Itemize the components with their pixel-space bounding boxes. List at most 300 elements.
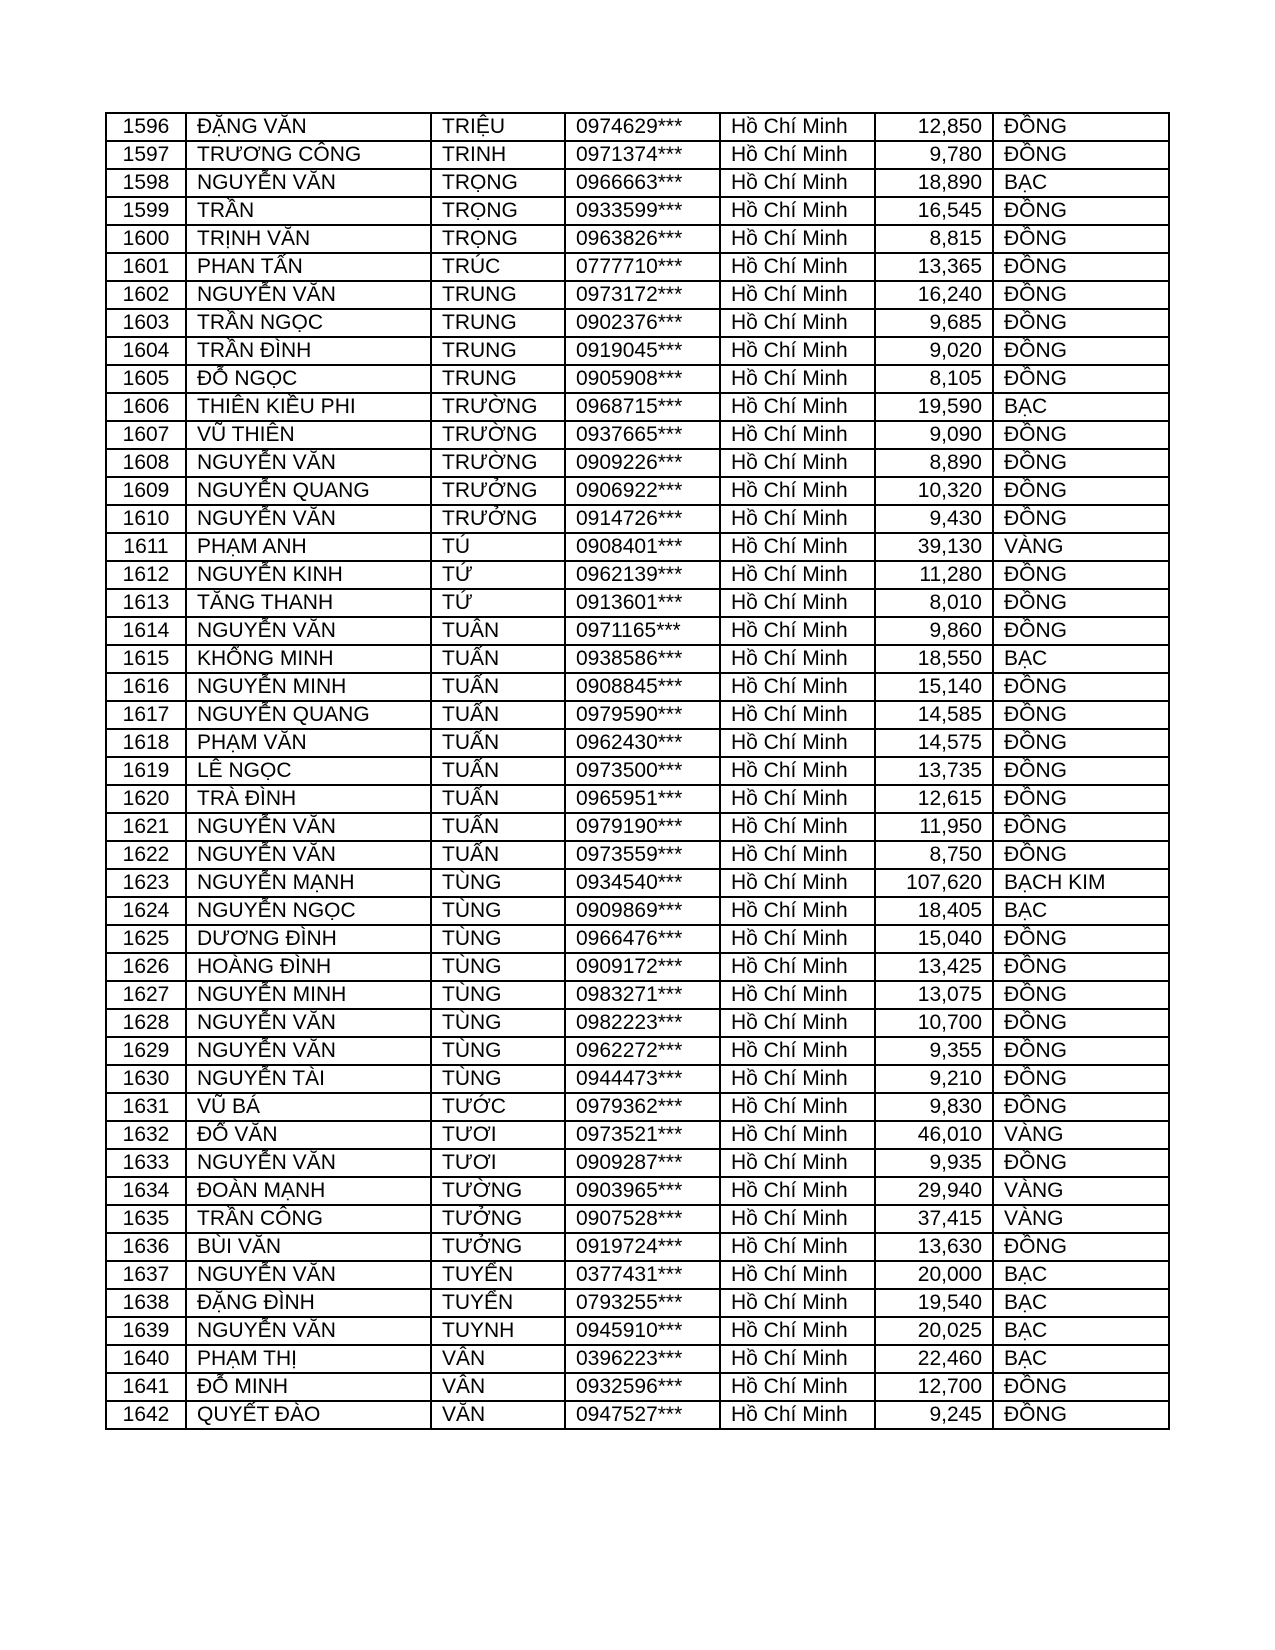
surname-middle-cell: BÙI VĂN bbox=[186, 1233, 431, 1261]
tier-cell: BẠC bbox=[993, 1317, 1169, 1345]
tier-cell: VÀNG bbox=[993, 1121, 1169, 1149]
phone-cell: 0979190*** bbox=[565, 813, 720, 841]
table-row bbox=[106, 1177, 1169, 1205]
city-cell: Hồ Chí Minh bbox=[720, 253, 875, 281]
points-cell: 16,545 bbox=[875, 197, 993, 225]
row-number-cell: 1638 bbox=[106, 1289, 186, 1317]
row-number-cell: 1620 bbox=[106, 785, 186, 813]
tier-cell: ĐỒNG bbox=[993, 1149, 1169, 1177]
phone-cell: 0777710*** bbox=[565, 253, 720, 281]
row-number-cell: 1611 bbox=[106, 533, 186, 561]
city-cell: Hồ Chí Minh bbox=[720, 673, 875, 701]
city-cell: Hồ Chí Minh bbox=[720, 869, 875, 897]
city-cell: Hồ Chí Minh bbox=[720, 981, 875, 1009]
tier-cell: BẠC bbox=[993, 1289, 1169, 1317]
city-cell: Hồ Chí Minh bbox=[720, 1233, 875, 1261]
surname-middle-cell: NGUYỄN VĂN bbox=[186, 1317, 431, 1345]
city-cell: Hồ Chí Minh bbox=[720, 1149, 875, 1177]
surname-middle-cell: NGUYỄN QUANG bbox=[186, 701, 431, 729]
row-number-cell: 1621 bbox=[106, 813, 186, 841]
given-name-cell: TRUNG bbox=[431, 281, 565, 309]
city-cell: Hồ Chí Minh bbox=[720, 701, 875, 729]
given-name-cell: TUẤN bbox=[431, 757, 565, 785]
surname-middle-cell: TRẦN NGỌC bbox=[186, 309, 431, 337]
city-cell: Hồ Chí Minh bbox=[720, 309, 875, 337]
phone-cell: 0971374*** bbox=[565, 141, 720, 169]
points-cell: 11,950 bbox=[875, 813, 993, 841]
points-cell: 13,075 bbox=[875, 981, 993, 1009]
tier-cell: ĐỒNG bbox=[993, 505, 1169, 533]
table-row bbox=[106, 813, 1169, 841]
surname-middle-cell: VŨ THIÊN bbox=[186, 421, 431, 449]
table-row bbox=[106, 365, 1169, 393]
table-row bbox=[106, 533, 1169, 561]
surname-middle-cell: TRƯƠNG CÔNG bbox=[186, 141, 431, 169]
surname-middle-cell: TRẦN bbox=[186, 197, 431, 225]
tier-cell: ĐỒNG bbox=[993, 701, 1169, 729]
surname-middle-cell: NGUYỄN VĂN bbox=[186, 1009, 431, 1037]
given-name-cell: TƯỞNG bbox=[431, 1205, 565, 1233]
given-name-cell: TUYỂN bbox=[431, 1289, 565, 1317]
given-name-cell: TUYỂN bbox=[431, 1261, 565, 1289]
city-cell: Hồ Chí Minh bbox=[720, 897, 875, 925]
phone-cell: 0962139*** bbox=[565, 561, 720, 589]
given-name-cell: TUÂN bbox=[431, 617, 565, 645]
row-number-cell: 1624 bbox=[106, 897, 186, 925]
row-number-cell: 1629 bbox=[106, 1037, 186, 1065]
given-name-cell: TRUNG bbox=[431, 365, 565, 393]
tier-cell: ĐỒNG bbox=[993, 1093, 1169, 1121]
city-cell: Hồ Chí Minh bbox=[720, 925, 875, 953]
row-number-cell: 1625 bbox=[106, 925, 186, 953]
row-number-cell: 1601 bbox=[106, 253, 186, 281]
phone-cell: 0945910*** bbox=[565, 1317, 720, 1345]
points-cell: 12,850 bbox=[875, 113, 993, 141]
points-cell: 18,890 bbox=[875, 169, 993, 197]
surname-middle-cell: NGUYỄN VĂN bbox=[186, 1037, 431, 1065]
points-cell: 8,815 bbox=[875, 225, 993, 253]
city-cell: Hồ Chí Minh bbox=[720, 729, 875, 757]
tier-cell: ĐỒNG bbox=[993, 561, 1169, 589]
tier-cell: ĐỒNG bbox=[993, 813, 1169, 841]
phone-cell: 0909172*** bbox=[565, 953, 720, 981]
row-number-cell: 1609 bbox=[106, 477, 186, 505]
tier-cell: VÀNG bbox=[993, 533, 1169, 561]
surname-middle-cell: TĂNG THANH bbox=[186, 589, 431, 617]
given-name-cell: TÙNG bbox=[431, 1037, 565, 1065]
row-number-cell: 1616 bbox=[106, 673, 186, 701]
given-name-cell: TRƯỜNG bbox=[431, 449, 565, 477]
points-cell: 8,890 bbox=[875, 449, 993, 477]
points-cell: 9,355 bbox=[875, 1037, 993, 1065]
row-number-cell: 1639 bbox=[106, 1317, 186, 1345]
surname-middle-cell: TRẦN ĐÌNH bbox=[186, 337, 431, 365]
phone-cell: 0974629*** bbox=[565, 113, 720, 141]
row-number-cell: 1599 bbox=[106, 197, 186, 225]
table-row bbox=[106, 225, 1169, 253]
city-cell: Hồ Chí Minh bbox=[720, 1009, 875, 1037]
city-cell: Hồ Chí Minh bbox=[720, 197, 875, 225]
tier-cell: ĐỒNG bbox=[993, 197, 1169, 225]
surname-middle-cell: NGUYỄN QUANG bbox=[186, 477, 431, 505]
phone-cell: 0906922*** bbox=[565, 477, 720, 505]
surname-middle-cell: KHỔNG MINH bbox=[186, 645, 431, 673]
table-row bbox=[106, 589, 1169, 617]
phone-cell: 0982223*** bbox=[565, 1009, 720, 1037]
table-row bbox=[106, 1149, 1169, 1177]
tier-cell: ĐỒNG bbox=[993, 1373, 1169, 1401]
surname-middle-cell: ĐỔ VĂN bbox=[186, 1121, 431, 1149]
points-cell: 8,010 bbox=[875, 589, 993, 617]
row-number-cell: 1618 bbox=[106, 729, 186, 757]
points-cell: 9,245 bbox=[875, 1401, 993, 1429]
table-row bbox=[106, 1093, 1169, 1121]
table-row bbox=[106, 141, 1169, 169]
surname-middle-cell: ĐỖ NGỌC bbox=[186, 365, 431, 393]
phone-cell: 0903965*** bbox=[565, 1177, 720, 1205]
row-number-cell: 1602 bbox=[106, 281, 186, 309]
tier-cell: ĐỒNG bbox=[993, 1065, 1169, 1093]
phone-cell: 0937665*** bbox=[565, 421, 720, 449]
table-row bbox=[106, 701, 1169, 729]
phone-cell: 0971165*** bbox=[565, 617, 720, 645]
row-number-cell: 1597 bbox=[106, 141, 186, 169]
given-name-cell: TUẤN bbox=[431, 645, 565, 673]
phone-cell: 0909226*** bbox=[565, 449, 720, 477]
points-cell: 13,630 bbox=[875, 1233, 993, 1261]
row-number-cell: 1632 bbox=[106, 1121, 186, 1149]
phone-cell: 0979590*** bbox=[565, 701, 720, 729]
city-cell: Hồ Chí Minh bbox=[720, 1177, 875, 1205]
given-name-cell: TUYNH bbox=[431, 1317, 565, 1345]
row-number-cell: 1603 bbox=[106, 309, 186, 337]
city-cell: Hồ Chí Minh bbox=[720, 1373, 875, 1401]
points-cell: 9,860 bbox=[875, 617, 993, 645]
given-name-cell: TỨ bbox=[431, 589, 565, 617]
given-name-cell: TƯƠI bbox=[431, 1149, 565, 1177]
surname-middle-cell: ĐẶNG ĐÌNH bbox=[186, 1289, 431, 1317]
points-cell: 9,020 bbox=[875, 337, 993, 365]
table-row bbox=[106, 981, 1169, 1009]
tier-cell: ĐỒNG bbox=[993, 113, 1169, 141]
tier-cell: BẠC bbox=[993, 897, 1169, 925]
tier-cell: BẠCH KIM bbox=[993, 869, 1169, 897]
phone-cell: 0944473*** bbox=[565, 1065, 720, 1093]
points-cell: 29,940 bbox=[875, 1177, 993, 1205]
row-number-cell: 1642 bbox=[106, 1401, 186, 1429]
city-cell: Hồ Chí Minh bbox=[720, 813, 875, 841]
given-name-cell: TUẤN bbox=[431, 701, 565, 729]
tier-cell: ĐỒNG bbox=[993, 729, 1169, 757]
row-number-cell: 1634 bbox=[106, 1177, 186, 1205]
tier-cell: BẠC bbox=[993, 1345, 1169, 1373]
city-cell: Hồ Chí Minh bbox=[720, 1261, 875, 1289]
surname-middle-cell: NGUYỄN VĂN bbox=[186, 1261, 431, 1289]
row-number-cell: 1596 bbox=[106, 113, 186, 141]
phone-cell: 0905908*** bbox=[565, 365, 720, 393]
row-number-cell: 1630 bbox=[106, 1065, 186, 1093]
city-cell: Hồ Chí Minh bbox=[720, 421, 875, 449]
points-cell: 46,010 bbox=[875, 1121, 993, 1149]
points-cell: 22,460 bbox=[875, 1345, 993, 1373]
city-cell: Hồ Chí Minh bbox=[720, 505, 875, 533]
table-row bbox=[106, 645, 1169, 673]
points-cell: 10,700 bbox=[875, 1009, 993, 1037]
given-name-cell: TRỌNG bbox=[431, 225, 565, 253]
given-name-cell: TƯỞNG bbox=[431, 1233, 565, 1261]
surname-middle-cell: NGUYỄN VĂN bbox=[186, 505, 431, 533]
tier-cell: BẠC bbox=[993, 393, 1169, 421]
row-number-cell: 1605 bbox=[106, 365, 186, 393]
tier-cell: ĐỒNG bbox=[993, 253, 1169, 281]
phone-cell: 0968715*** bbox=[565, 393, 720, 421]
city-cell: Hồ Chí Minh bbox=[720, 1317, 875, 1345]
surname-middle-cell: NGUYỄN TÀI bbox=[186, 1065, 431, 1093]
given-name-cell: TÙNG bbox=[431, 897, 565, 925]
surname-middle-cell: TRỊNH VĂN bbox=[186, 225, 431, 253]
given-name-cell: TƯƠI bbox=[431, 1121, 565, 1149]
phone-cell: 0932596*** bbox=[565, 1373, 720, 1401]
surname-middle-cell: NGUYỄN MẠNH bbox=[186, 869, 431, 897]
city-cell: Hồ Chí Minh bbox=[720, 1205, 875, 1233]
phone-cell: 0909869*** bbox=[565, 897, 720, 925]
city-cell: Hồ Chí Minh bbox=[720, 1065, 875, 1093]
points-cell: 13,365 bbox=[875, 253, 993, 281]
surname-middle-cell: NGUYỄN VĂN bbox=[186, 169, 431, 197]
points-cell: 16,240 bbox=[875, 281, 993, 309]
city-cell: Hồ Chí Minh bbox=[720, 589, 875, 617]
city-cell: Hồ Chí Minh bbox=[720, 393, 875, 421]
points-cell: 9,090 bbox=[875, 421, 993, 449]
phone-cell: 0934540*** bbox=[565, 869, 720, 897]
city-cell: Hồ Chí Minh bbox=[720, 1345, 875, 1373]
tier-cell: ĐỒNG bbox=[993, 757, 1169, 785]
surname-middle-cell: NGUYỄN NGỌC bbox=[186, 897, 431, 925]
phone-cell: 0973172*** bbox=[565, 281, 720, 309]
row-number-cell: 1631 bbox=[106, 1093, 186, 1121]
tier-cell: BẠC bbox=[993, 645, 1169, 673]
tier-cell: BẠC bbox=[993, 1261, 1169, 1289]
tier-cell: ĐỒNG bbox=[993, 617, 1169, 645]
city-cell: Hồ Chí Minh bbox=[720, 169, 875, 197]
surname-middle-cell: QUYẾT ĐÀO bbox=[186, 1401, 431, 1429]
row-number-cell: 1598 bbox=[106, 169, 186, 197]
points-cell: 19,540 bbox=[875, 1289, 993, 1317]
given-name-cell: TRIỆU bbox=[431, 113, 565, 141]
table-row bbox=[106, 449, 1169, 477]
table-row bbox=[106, 925, 1169, 953]
table-row bbox=[106, 1373, 1169, 1401]
given-name-cell: TRỌNG bbox=[431, 169, 565, 197]
city-cell: Hồ Chí Minh bbox=[720, 533, 875, 561]
given-name-cell: TRƯỞNG bbox=[431, 505, 565, 533]
given-name-cell: TÙNG bbox=[431, 925, 565, 953]
phone-cell: 0396223*** bbox=[565, 1345, 720, 1373]
surname-middle-cell: NGUYỄN MINH bbox=[186, 673, 431, 701]
surname-middle-cell: HOÀNG ĐÌNH bbox=[186, 953, 431, 981]
city-cell: Hồ Chí Minh bbox=[720, 365, 875, 393]
points-cell: 9,430 bbox=[875, 505, 993, 533]
given-name-cell: TÙNG bbox=[431, 1009, 565, 1037]
given-name-cell: TUẤN bbox=[431, 813, 565, 841]
city-cell: Hồ Chí Minh bbox=[720, 645, 875, 673]
surname-middle-cell: NGUYỄN VĂN bbox=[186, 841, 431, 869]
row-number-cell: 1641 bbox=[106, 1373, 186, 1401]
given-name-cell: TRƯỜNG bbox=[431, 393, 565, 421]
points-cell: 9,830 bbox=[875, 1093, 993, 1121]
points-cell: 11,280 bbox=[875, 561, 993, 589]
table-row bbox=[106, 953, 1169, 981]
phone-cell: 0933599*** bbox=[565, 197, 720, 225]
given-name-cell: TRÚC bbox=[431, 253, 565, 281]
surname-middle-cell: ĐOÀN MẠNH bbox=[186, 1177, 431, 1205]
city-cell: Hồ Chí Minh bbox=[720, 1037, 875, 1065]
phone-cell: 0973559*** bbox=[565, 841, 720, 869]
surname-middle-cell: PHAN TẤN bbox=[186, 253, 431, 281]
given-name-cell: TUẤN bbox=[431, 729, 565, 757]
table-row bbox=[106, 729, 1169, 757]
row-number-cell: 1617 bbox=[106, 701, 186, 729]
city-cell: Hồ Chí Minh bbox=[720, 477, 875, 505]
surname-middle-cell: NGUYỄN VĂN bbox=[186, 813, 431, 841]
phone-cell: 0793255*** bbox=[565, 1289, 720, 1317]
row-number-cell: 1623 bbox=[106, 869, 186, 897]
phone-cell: 0966476*** bbox=[565, 925, 720, 953]
phone-cell: 0908845*** bbox=[565, 673, 720, 701]
given-name-cell: TUẤN bbox=[431, 673, 565, 701]
surname-middle-cell: PHẠM VĂN bbox=[186, 729, 431, 757]
tier-cell: ĐỒNG bbox=[993, 1037, 1169, 1065]
city-cell: Hồ Chí Minh bbox=[720, 141, 875, 169]
surname-middle-cell: ĐẶNG VĂN bbox=[186, 113, 431, 141]
surname-middle-cell: NGUYỄN MINH bbox=[186, 981, 431, 1009]
city-cell: Hồ Chí Minh bbox=[720, 953, 875, 981]
table-row bbox=[106, 1009, 1169, 1037]
given-name-cell: TÙNG bbox=[431, 981, 565, 1009]
phone-cell: 0973521*** bbox=[565, 1121, 720, 1149]
table-row bbox=[106, 505, 1169, 533]
row-number-cell: 1610 bbox=[106, 505, 186, 533]
points-cell: 10,320 bbox=[875, 477, 993, 505]
city-cell: Hồ Chí Minh bbox=[720, 617, 875, 645]
city-cell: Hồ Chí Minh bbox=[720, 337, 875, 365]
row-number-cell: 1613 bbox=[106, 589, 186, 617]
phone-cell: 0963826*** bbox=[565, 225, 720, 253]
row-number-cell: 1640 bbox=[106, 1345, 186, 1373]
row-number-cell: 1619 bbox=[106, 757, 186, 785]
city-cell: Hồ Chí Minh bbox=[720, 841, 875, 869]
row-number-cell: 1607 bbox=[106, 421, 186, 449]
points-cell: 9,685 bbox=[875, 309, 993, 337]
table-row bbox=[106, 253, 1169, 281]
phone-cell: 0962430*** bbox=[565, 729, 720, 757]
table-row bbox=[106, 1205, 1169, 1233]
table-row bbox=[106, 421, 1169, 449]
table-row bbox=[106, 1037, 1169, 1065]
tier-cell: ĐỒNG bbox=[993, 337, 1169, 365]
table-row bbox=[106, 673, 1169, 701]
surname-middle-cell: TRẦN CÔNG bbox=[186, 1205, 431, 1233]
tier-cell: ĐỒNG bbox=[993, 309, 1169, 337]
phone-cell: 0908401*** bbox=[565, 533, 720, 561]
points-cell: 20,025 bbox=[875, 1317, 993, 1345]
tier-cell: ĐỒNG bbox=[993, 925, 1169, 953]
row-number-cell: 1614 bbox=[106, 617, 186, 645]
surname-middle-cell: DƯƠNG ĐÌNH bbox=[186, 925, 431, 953]
points-cell: 12,700 bbox=[875, 1373, 993, 1401]
points-cell: 18,550 bbox=[875, 645, 993, 673]
surname-middle-cell: NGUYỄN VĂN bbox=[186, 617, 431, 645]
surname-middle-cell: LÊ NGỌC bbox=[186, 757, 431, 785]
tier-cell: ĐỒNG bbox=[993, 421, 1169, 449]
row-number-cell: 1626 bbox=[106, 953, 186, 981]
city-cell: Hồ Chí Minh bbox=[720, 785, 875, 813]
tier-cell: ĐỒNG bbox=[993, 981, 1169, 1009]
table-row bbox=[106, 281, 1169, 309]
phone-cell: 0983271*** bbox=[565, 981, 720, 1009]
row-number-cell: 1600 bbox=[106, 225, 186, 253]
given-name-cell: TÙNG bbox=[431, 953, 565, 981]
points-cell: 13,735 bbox=[875, 757, 993, 785]
table-row bbox=[106, 1401, 1169, 1429]
surname-middle-cell: TRÀ ĐÌNH bbox=[186, 785, 431, 813]
given-name-cell: TÙNG bbox=[431, 1065, 565, 1093]
given-name-cell: TUẤN bbox=[431, 841, 565, 869]
member-table-body bbox=[106, 113, 1169, 1429]
row-number-cell: 1637 bbox=[106, 1261, 186, 1289]
table-row bbox=[106, 477, 1169, 505]
tier-cell: ĐỒNG bbox=[993, 281, 1169, 309]
tier-cell: ĐỒNG bbox=[993, 1233, 1169, 1261]
phone-cell: 0902376*** bbox=[565, 309, 720, 337]
table-row bbox=[106, 869, 1169, 897]
points-cell: 39,130 bbox=[875, 533, 993, 561]
phone-cell: 0938586*** bbox=[565, 645, 720, 673]
row-number-cell: 1633 bbox=[106, 1149, 186, 1177]
city-cell: Hồ Chí Minh bbox=[720, 1401, 875, 1429]
points-cell: 37,415 bbox=[875, 1205, 993, 1233]
points-cell: 8,750 bbox=[875, 841, 993, 869]
given-name-cell: TRƯỞNG bbox=[431, 477, 565, 505]
surname-middle-cell: NGUYỄN VĂN bbox=[186, 281, 431, 309]
phone-cell: 0966663*** bbox=[565, 169, 720, 197]
table-row bbox=[106, 1317, 1169, 1345]
points-cell: 14,575 bbox=[875, 729, 993, 757]
table-row bbox=[106, 1289, 1169, 1317]
phone-cell: 0919724*** bbox=[565, 1233, 720, 1261]
tier-cell: ĐỒNG bbox=[993, 225, 1169, 253]
city-cell: Hồ Chí Minh bbox=[720, 1121, 875, 1149]
table-row bbox=[106, 757, 1169, 785]
given-name-cell: TRINH bbox=[431, 141, 565, 169]
table-row bbox=[106, 785, 1169, 813]
points-cell: 8,105 bbox=[875, 365, 993, 393]
table-row bbox=[106, 1345, 1169, 1373]
phone-cell: 0962272*** bbox=[565, 1037, 720, 1065]
points-cell: 107,620 bbox=[875, 869, 993, 897]
row-number-cell: 1606 bbox=[106, 393, 186, 421]
points-cell: 9,780 bbox=[875, 141, 993, 169]
tier-cell: ĐỒNG bbox=[993, 141, 1169, 169]
given-name-cell: TƯỜNG bbox=[431, 1177, 565, 1205]
row-number-cell: 1628 bbox=[106, 1009, 186, 1037]
row-number-cell: 1612 bbox=[106, 561, 186, 589]
tier-cell: ĐỒNG bbox=[993, 1401, 1169, 1429]
table-row bbox=[106, 1065, 1169, 1093]
table-row bbox=[106, 197, 1169, 225]
city-cell: Hồ Chí Minh bbox=[720, 757, 875, 785]
phone-cell: 0377431*** bbox=[565, 1261, 720, 1289]
